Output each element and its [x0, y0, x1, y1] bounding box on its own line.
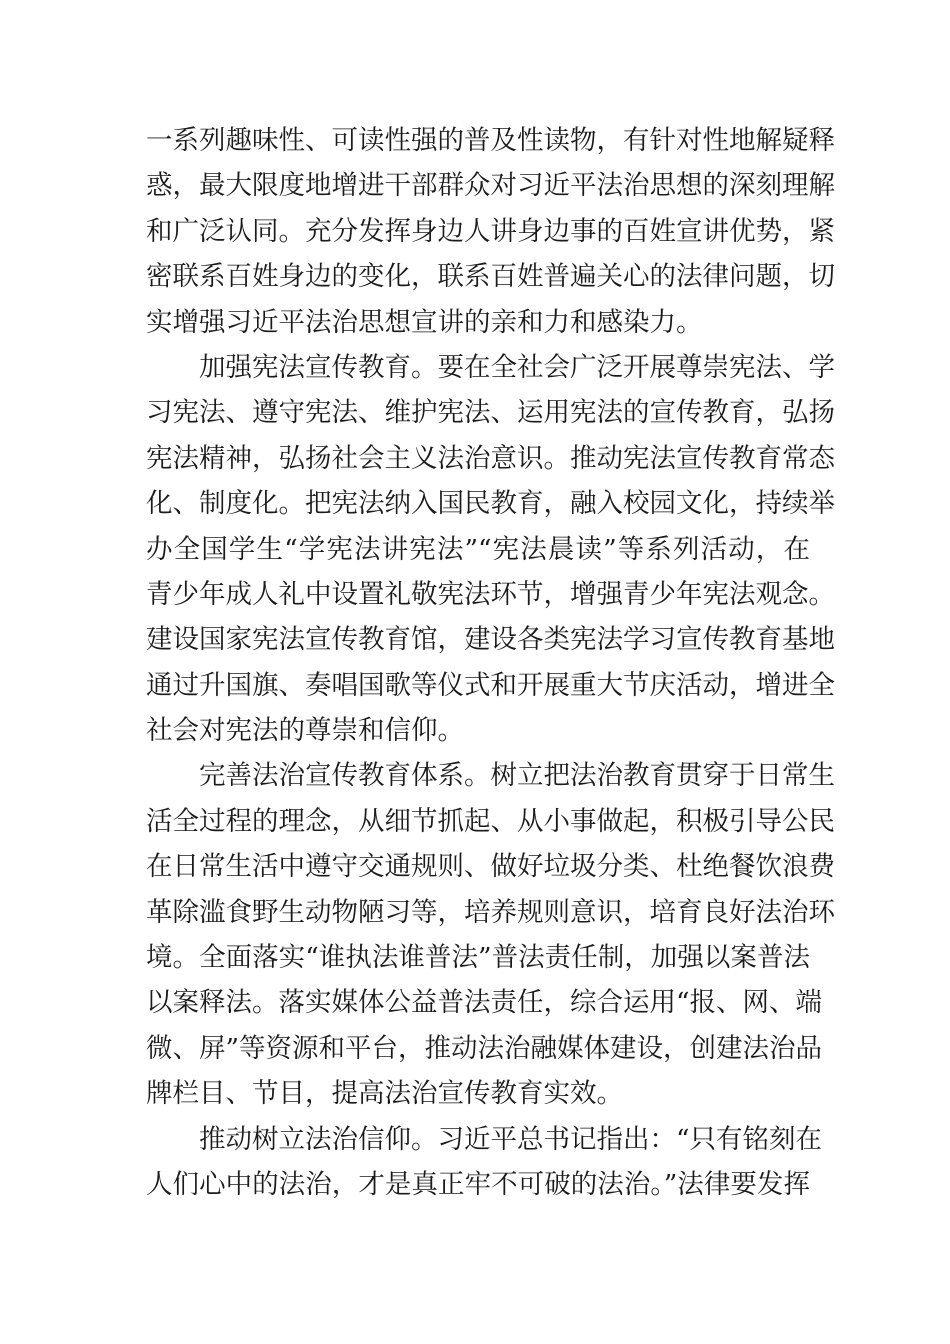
text-line: 宪法精神，弘扬社会主义法治意识。推动宪法宣传教育常态 [146, 442, 835, 474]
text-line: 青少年成人礼中设置礼敬宪法环节，增强青少年宪法观念。 [146, 578, 835, 610]
text-line: 建设国家宪法宣传教育馆，建设各类宪法学习宣传教育基地 [146, 624, 835, 656]
text-line: 习宪法、遵守宪法、维护宪法、运用宪法的宣传教育，弘扬 [146, 397, 835, 429]
text-line: 牌栏目、节目，提高法治宣传教育实效。 [146, 1078, 623, 1110]
text-line: 在日常生活中遵守交通规则、做好垃圾分类、杜绝餐饮浪费 [146, 851, 835, 883]
text-line: 密联系百姓身边的变化，联系百姓普遍关心的法律问题，切 [146, 261, 835, 293]
text-line: 办全国学生“学宪法讲宪法”“宪法晨读”等系列活动，在 [146, 533, 810, 565]
text-line: 化、制度化。把宪法纳入国民教育，融入校园文化，持续举 [146, 488, 835, 520]
text-line: 人们心中的法治，才是真正牢不可破的法治。”法律要发挥 [146, 1168, 810, 1200]
text-line: 实增强习近平法治思想宣讲的亲和力和感染力。 [146, 306, 703, 338]
text-line: 一系列趣味性、可读性强的普及性读物，有针对性地解疑释 [146, 125, 835, 156]
paragraph-first-line: 加强宪法宣传教育。要在全社会广泛开展尊崇宪法、学 [199, 351, 835, 383]
text-line: 惑，最大限度地增进干部群众对习近平法治思想的深刻理解 [146, 170, 835, 202]
text-line: 通过升国旗、奏唱国歌等仪式和开展重大节庆活动，增进全 [146, 669, 835, 701]
document-body [146, 118, 835, 1207]
text-line: 境。全面落实“谁执法谁普法”普法责任制，加强以案普法 [146, 942, 810, 974]
paragraph-first-line: 推动树立法治信仰。习近平总书记指出：“只有铭刻在 [199, 1123, 823, 1155]
text-line: 活全过程的理念，从细节抓起、从小事做起，积极引导公民 [146, 805, 835, 837]
text-line: 革除滥食野生动物陋习等，培养规则意识，培育良好法治环 [146, 896, 835, 928]
text-line: 以案释法。落实媒体公益普法责任，综合运用“报、网、端 [146, 987, 823, 1019]
paragraph-first-line: 完善法治宣传教育体系。树立把法治教育贯穿于日常生 [199, 760, 835, 792]
text-line: 和广泛认同。充分发挥身边人讲身边事的百姓宣讲优势，紧 [146, 215, 835, 247]
text-line: 微、屏”等资源和平台，推动法治融媒体建设，创建法治品 [146, 1032, 823, 1064]
text-line: 社会对宪法的尊崇和信仰。 [146, 715, 464, 747]
